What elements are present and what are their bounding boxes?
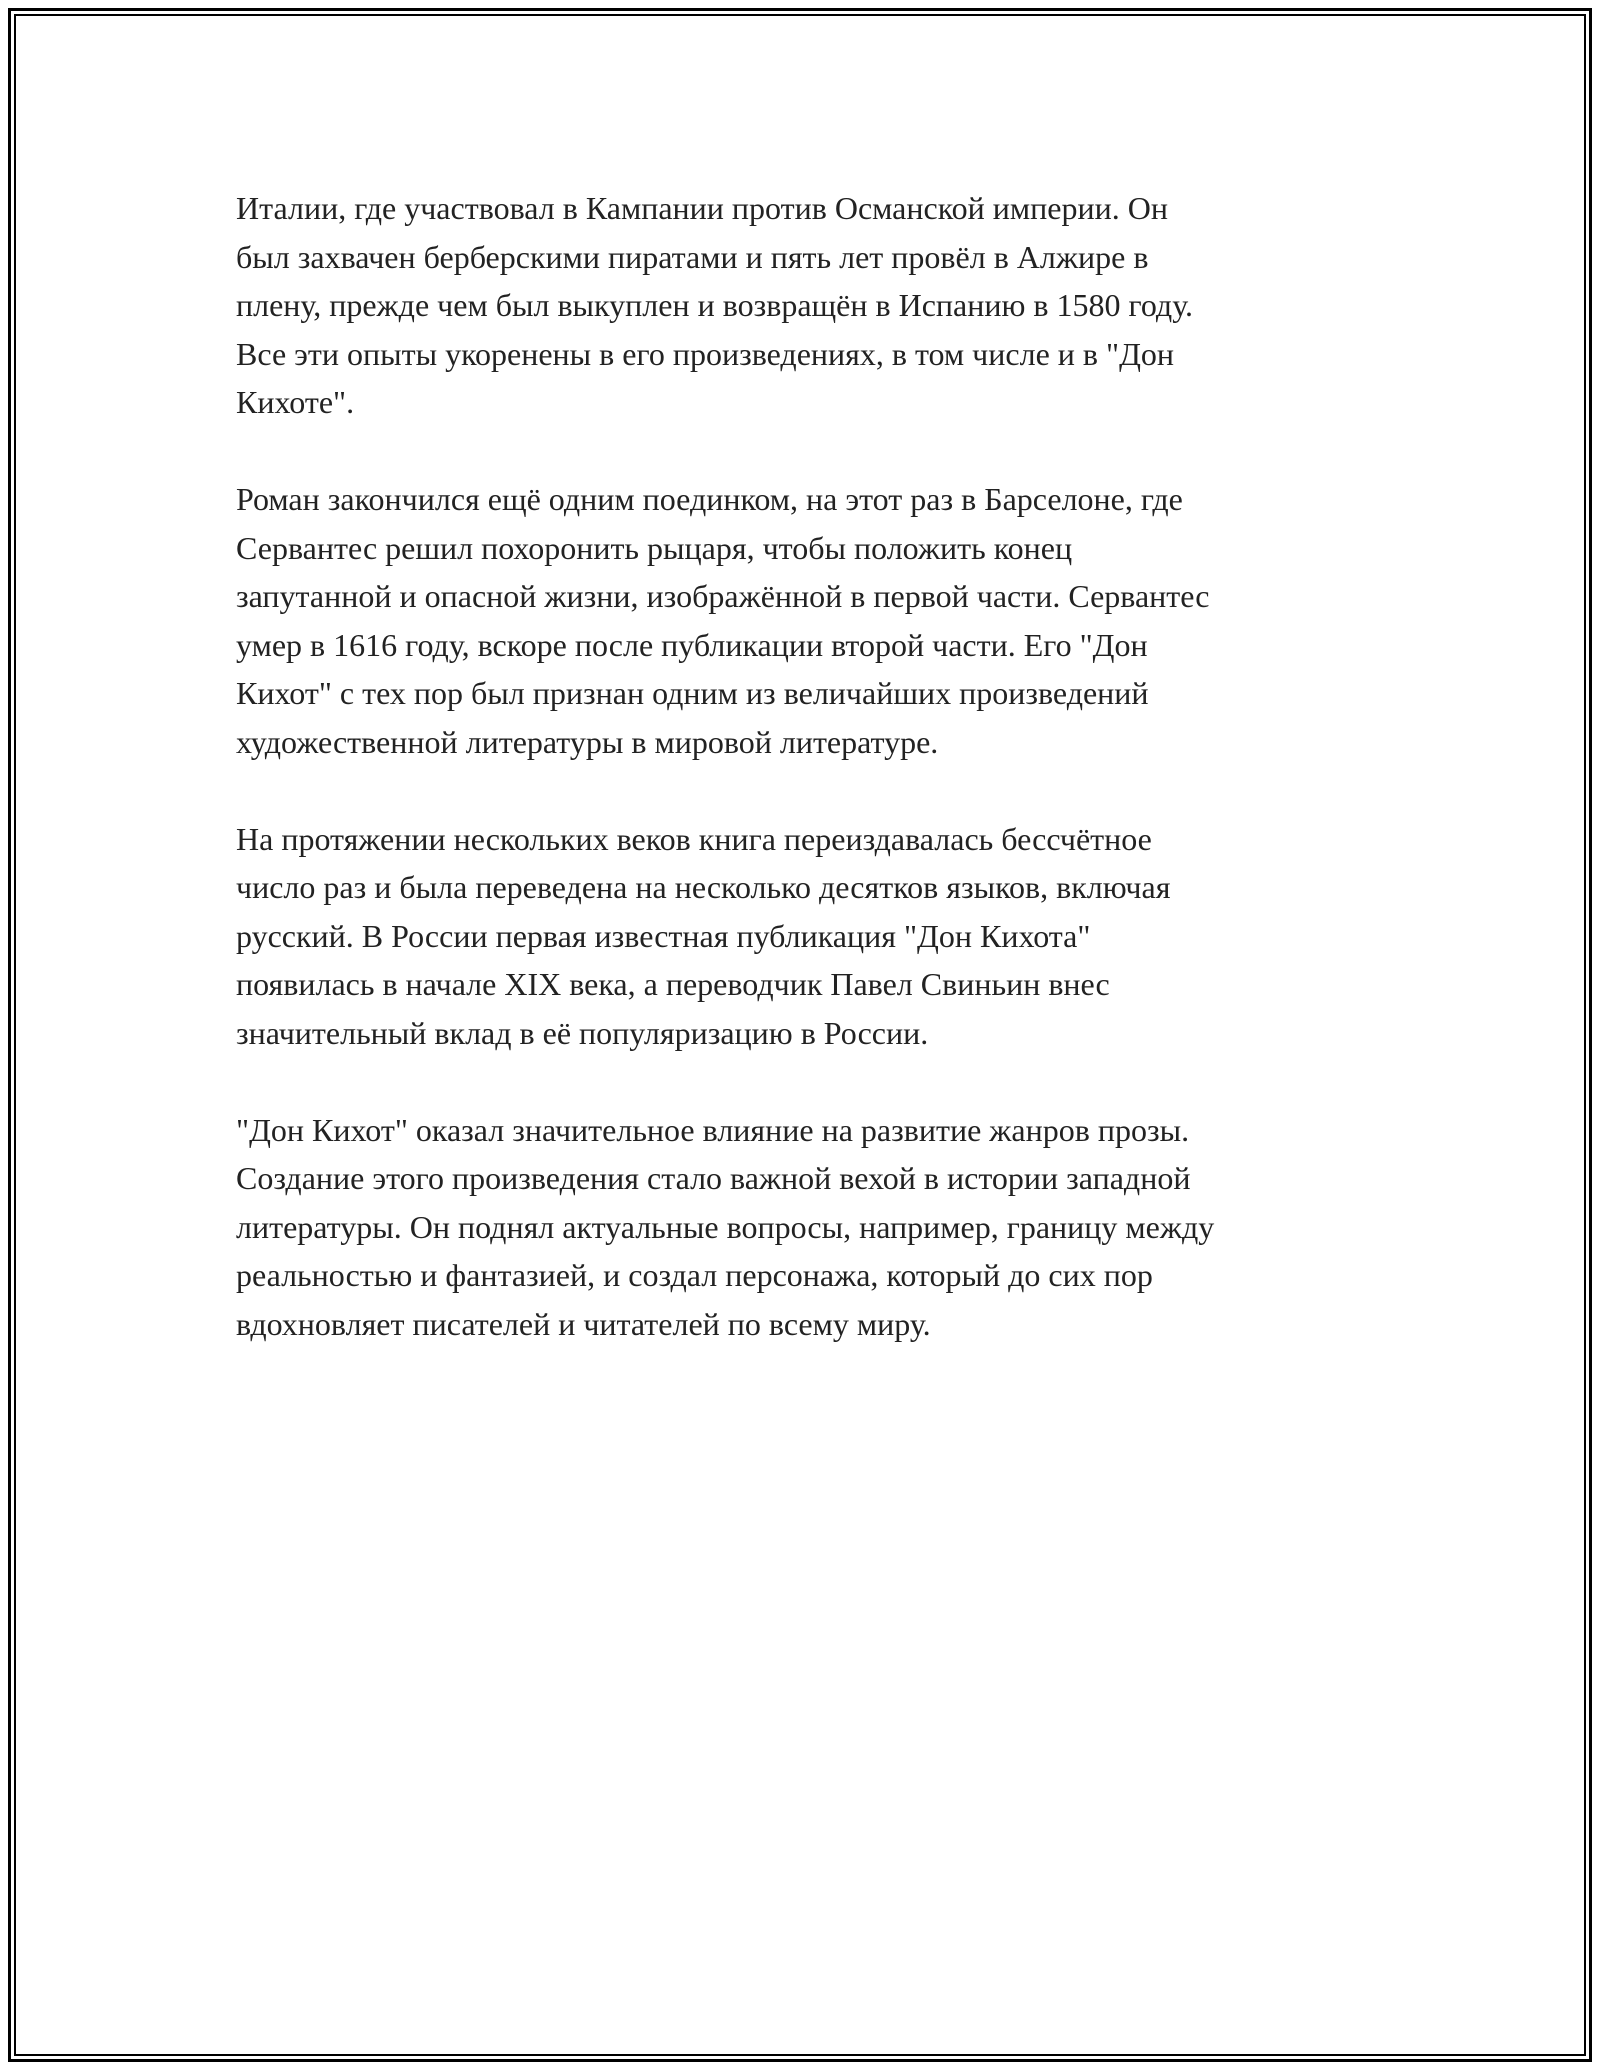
paragraph-cervantes-captivity: Италии, где участвовал в Кампании против Османской империи. Он был захвачен берберскими пиратами и пять лет провёл в Алжире в плену, прежде чем был выкуплен и возвращён в Испанию в 1580 году. Все эти опыты укоренены в его произведениях, в том числе и в "Дон Кихоте". xyxy=(236,190,1193,420)
document-body xyxy=(236,184,1366,1397)
paragraph-translations-russia: На протяжении нескольких веков книга переиздавалась бессчётное число раз и была переведена на несколько десятков языков, включая русский. В России первая известная публикация "Дон Кихота" появилась в начале XIX века, а переводчик Павел Свиньин внес значительный вклад в её популяризацию в России. xyxy=(236,820,1171,1051)
paragraph-literary-influence: "Дон Кихот" оказал значительное влияние на развитие жанров прозы. Создание этого произведения стало важной вехой в истории западной литературы. Он поднял актуальные вопросы, например, границу между реальностью и фантазией, и создал персонажа, который до сих пор вдохновляет писателей и читателей по всему миру. xyxy=(236,1111,1215,1342)
paragraph-novel-ending: Роман закончился ещё одним поединком, на этот раз в Барселоне, где Сервантес решил похоронить рыцаря, чтобы положить конец запутанной и опасной жизни, изображённой в первой части. Сервантес умер в 1616 году, вскоре после публикации второй части. Его "Дон Кихот" с тех пор был признан одним из величайших произведений художественной литературы в мировой литературе. xyxy=(236,481,1210,760)
